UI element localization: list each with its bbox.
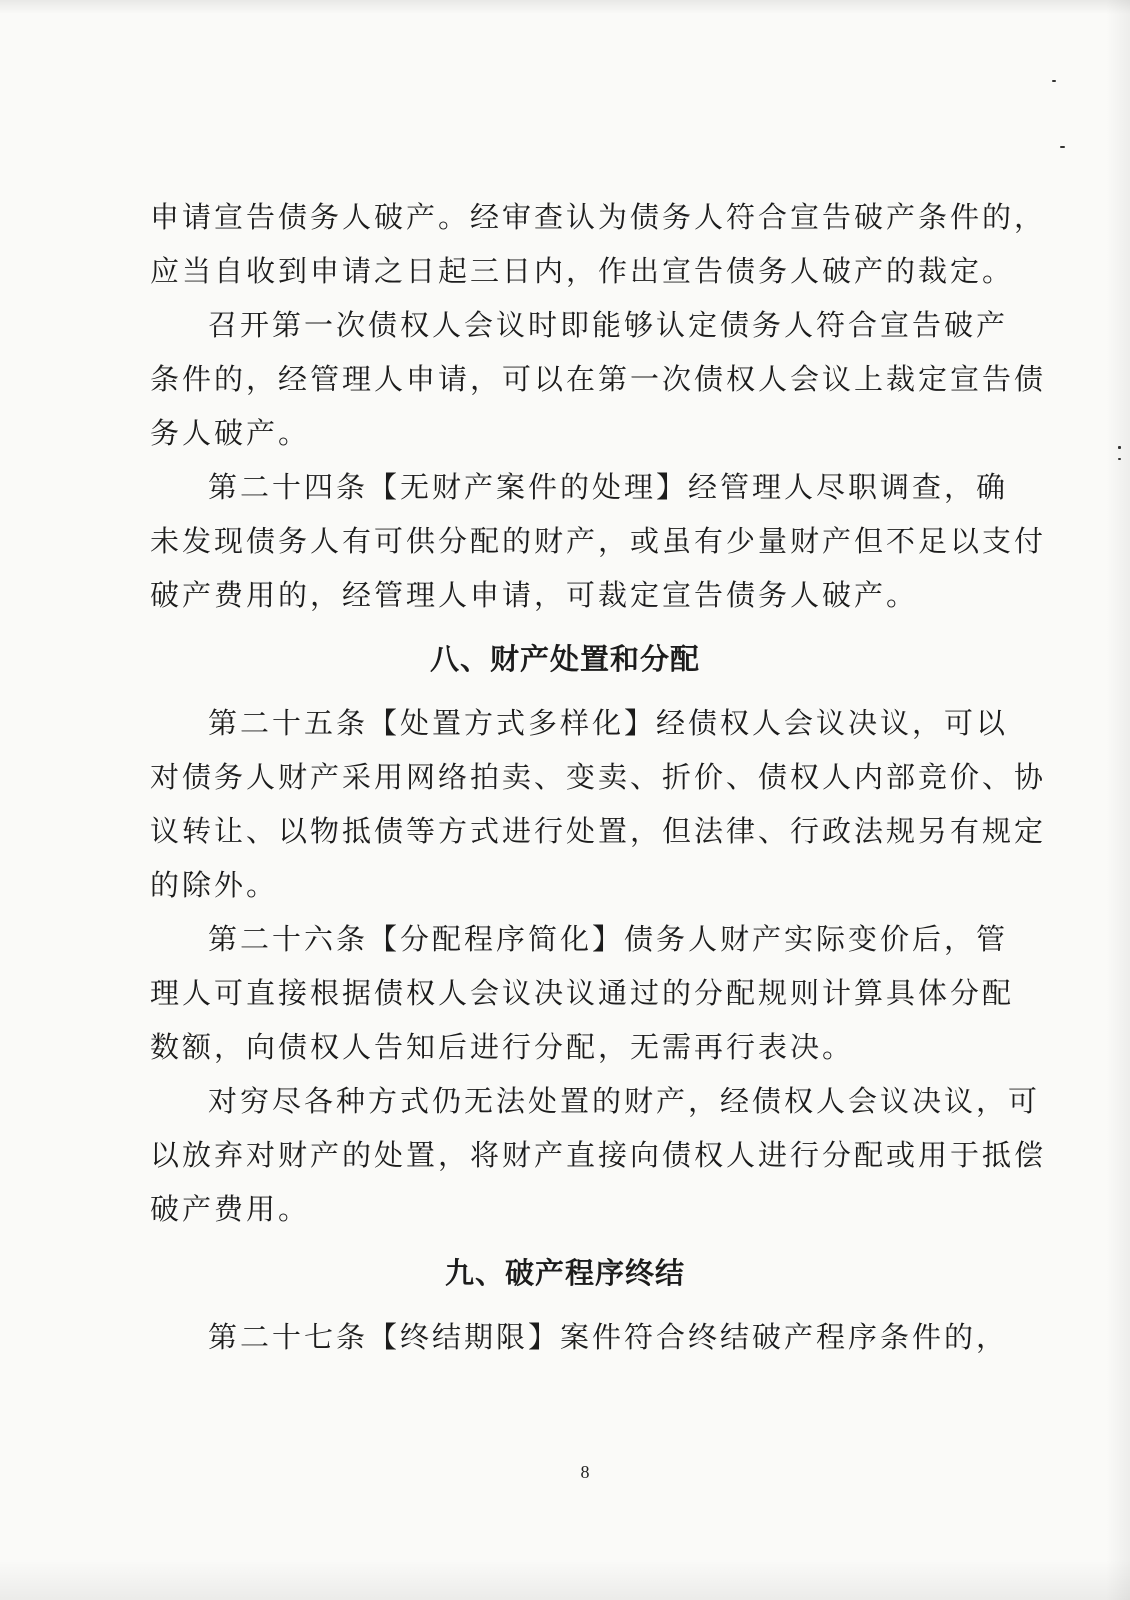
paragraph-continuation xyxy=(150,190,1047,298)
scan-speck xyxy=(1118,446,1121,449)
text-line: 第二十六条【分配程序简化】债务人财产实际变价后，管 xyxy=(208,922,1009,956)
text-line: 务人破产。 xyxy=(150,416,311,450)
paragraph-first-meeting xyxy=(150,298,1047,460)
scan-speck xyxy=(1052,80,1056,82)
article-27 xyxy=(150,1310,1009,1364)
text-line: 议转让、以物抵债等方式进行处置，但法律、行政法规另有规定 xyxy=(150,814,1047,848)
text-line: 破产费用。 xyxy=(150,1192,311,1226)
text-line: 条件的，经管理人申请，可以在第一次债权人会议上裁定宣告债 xyxy=(150,362,1047,396)
article-25 xyxy=(150,696,1047,912)
text-line: 第二十四条【无财产案件的处理】经管理人尽职调查，确 xyxy=(208,470,1009,504)
page-number: 8 xyxy=(580,1462,590,1482)
text-line: 理人可直接根据债权人会议决议通过的分配规则计算具体分配 xyxy=(150,976,1015,1010)
section-heading-8: 八、财产处置和分配 xyxy=(429,642,700,676)
text-line: 申请宣告债务人破产。经审查认为债务人符合宣告破产条件的， xyxy=(150,200,1047,234)
text-line: 召开第一次债权人会议时即能够认定债务人符合宣告破产 xyxy=(208,308,1009,342)
document-body xyxy=(150,190,1047,1364)
text-line: 第二十七条【终结期限】案件符合终结破产程序条件的， xyxy=(208,1320,1009,1354)
text-line: 数额，向债权人告知后进行分配，无需再行表决。 xyxy=(150,1030,855,1064)
text-line: 对穷尽各种方式仍无法处置的财产，经债权人会议决议，可 xyxy=(208,1084,1041,1118)
scan-shadow-right xyxy=(1106,0,1130,1600)
scan-speck xyxy=(1060,146,1065,148)
scan-shadow-top xyxy=(0,0,1130,14)
text-line: 第二十五条【处置方式多样化】经债权人会议决议，可以 xyxy=(208,706,1009,740)
text-line: 以放弃对财产的处置，将财产直接向债权人进行分配或用于抵偿 xyxy=(150,1138,1047,1172)
paragraph-abandon-disposal xyxy=(150,1074,1047,1236)
scan-speck xyxy=(1118,458,1121,460)
text-line: 对债务人财产采用网络拍卖、变卖、折价、债权人内部竞价、协 xyxy=(150,760,1047,794)
text-line: 未发现债务人有可供分配的财产，或虽有少量财产但不足以支付 xyxy=(150,524,1047,558)
text-line: 破产费用的，经管理人申请，可裁定宣告债务人破产。 xyxy=(150,578,919,612)
section-heading-9: 九、破产程序终结 xyxy=(444,1256,685,1290)
article-24 xyxy=(150,460,1047,622)
article-26 xyxy=(150,912,1015,1074)
scan-shadow-bottom xyxy=(0,1560,1130,1600)
text-line: 应当自收到申请之日起三日内，作出宣告债务人破产的裁定。 xyxy=(150,254,1015,288)
text-line: 的除外。 xyxy=(150,868,279,902)
